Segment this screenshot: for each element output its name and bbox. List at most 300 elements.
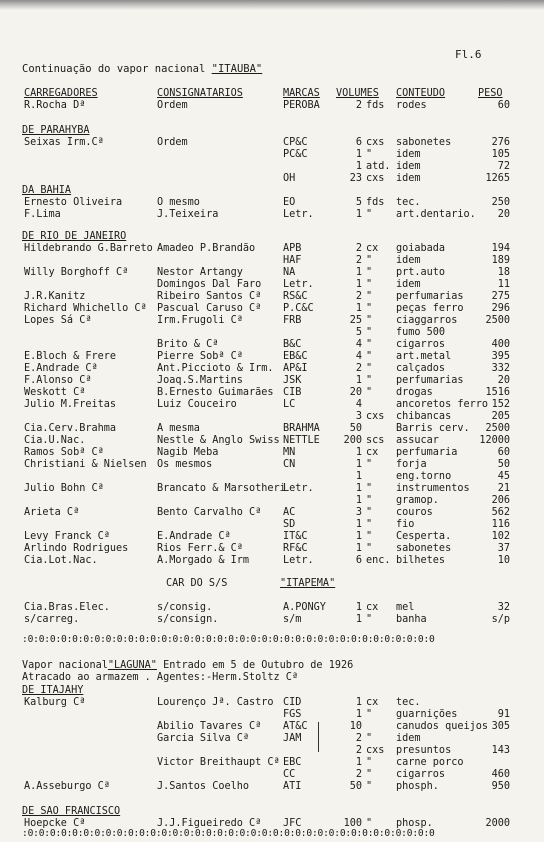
conteudo-cell: tec. [396, 197, 421, 208]
conteudo-cell: couros [396, 507, 433, 518]
conteudo-cell: guarnições [396, 709, 458, 720]
table-row [0, 197, 544, 209]
volume-qty-cell: 1 [355, 614, 362, 625]
table-row [0, 519, 544, 531]
carregador-cell: E.Bloch & Frere [24, 351, 117, 362]
peso-cell: 45 [497, 471, 510, 482]
carregador-cell: A.Asseburgo Cª [24, 781, 110, 792]
consignatario-cell: Nestor Artangy [157, 267, 243, 278]
volume-qty-cell: 2 [355, 363, 362, 374]
marca-cell: PC&C [283, 149, 308, 160]
volume-qty-cell: 1 [355, 209, 362, 220]
carregador-cell: Ramos Sobª Cª [24, 447, 104, 458]
volume-qty-cell: 2 [355, 733, 362, 744]
peso-cell: 20 [497, 209, 510, 220]
peso-cell: 296 [491, 303, 510, 314]
peso-cell: 21 [497, 483, 510, 494]
consignatario-cell: Garcia Silva Cª [157, 733, 250, 744]
section-heading: DE PARAHYBA [22, 125, 90, 136]
conteudo-cell: bilhetes [396, 555, 446, 566]
section-heading: DE ITAJAHY [22, 685, 84, 696]
marca-cell: SD [283, 519, 296, 530]
carregador-cell: Ernesto Oliveira [24, 197, 123, 208]
volume-unit-cell: " [366, 375, 373, 386]
consignatario-cell: Lourenço Jª. Castro [157, 697, 274, 708]
peso-cell: 206 [491, 495, 510, 506]
consignatario-cell: Victor Breithaupt Cª [157, 757, 280, 768]
conteudo-cell: presuntos [396, 745, 452, 756]
conteudo-cell: drogas [396, 387, 433, 398]
peso-cell: 460 [491, 769, 510, 780]
peso-cell: 102 [491, 531, 510, 542]
page-title [22, 63, 262, 75]
marca-cell: NETTLE [283, 435, 320, 446]
volume-qty-cell: 1 [355, 161, 362, 172]
separator-line: :0:0:0:0:0:0:0:0:0:0:0:0:0:0:0:0:0:0:0:0:0:0:0:0:0:0:0:0:0:0:0:0:0:0:0:0:0 [22, 634, 435, 645]
volume-unit-cell: " [366, 495, 373, 506]
volume-qty-cell: 23 [349, 173, 362, 184]
marca-cell: A.PONGY [283, 602, 326, 613]
conteudo-cell: instrumentos [396, 483, 470, 494]
table-row [0, 209, 544, 221]
volume-unit-cell: cxs [366, 411, 385, 422]
consignatario-cell: Nagib Meba [157, 447, 219, 458]
table-row [0, 161, 544, 173]
page-number: Fl.6 [455, 48, 482, 61]
conteudo-cell: gramop. [396, 495, 439, 506]
conteudo-cell: banha [396, 614, 427, 625]
table-row [0, 375, 544, 387]
marca-cell: MN [283, 447, 296, 458]
volume-qty-cell: 5 [355, 197, 362, 208]
volume-qty-cell: 1 [355, 602, 362, 613]
marca-cell: Letr. [283, 209, 314, 220]
volume-qty-cell: 1 [355, 279, 362, 290]
volume-unit-cell: cx [366, 447, 379, 458]
conteudo-cell: sabonetes [396, 137, 452, 148]
marca-cell: Letr. [283, 279, 314, 290]
peso-cell: 11 [497, 279, 510, 290]
volume-qty-cell: 1 [355, 709, 362, 720]
volume-unit-cell: " [366, 351, 373, 362]
volume-unit-cell: " [366, 483, 373, 494]
volume-unit-cell: " [366, 149, 373, 160]
peso-cell: 250 [491, 197, 510, 208]
consignatario-cell: Pascual Caruso Cª [157, 303, 262, 314]
conteudo-cell: cigarros [396, 769, 446, 780]
table-row [0, 781, 544, 793]
table-row [0, 459, 544, 471]
volume-qty-cell: 25 [349, 315, 362, 326]
volume-unit-cell: " [366, 363, 373, 374]
consignatario-cell: J.J.Figueiredo Cª [157, 818, 262, 829]
section-heading: DA BAHIA [22, 185, 72, 196]
vapor-ship: "LAGUNA" [107, 660, 157, 671]
table-row [0, 614, 544, 626]
conteudo-cell: canudos queijos [396, 721, 489, 732]
marca-cell: RF&C [283, 543, 308, 554]
volume-unit-cell: " [366, 781, 373, 792]
title-prefix: Continuação do vapor nacional [22, 63, 212, 75]
conteudo-cell: Cesperta. [396, 531, 452, 542]
table-row [0, 387, 544, 399]
conteudo-cell: phosp. [396, 818, 433, 829]
conteudo-cell: calçados [396, 363, 446, 374]
table-row [0, 483, 544, 495]
table-row [0, 507, 544, 519]
peso-cell: 400 [491, 339, 510, 350]
peso-cell: 562 [491, 507, 510, 518]
marca-cell: IT&C [283, 531, 308, 542]
peso-cell: 20 [497, 375, 510, 386]
volume-unit-cell: " [366, 327, 373, 338]
vapor-line-2: Atracado ao armazem . Agentes:-Herm.Stoltz Cª [22, 672, 299, 683]
marca-cell: EB&C [283, 351, 308, 362]
table-row [0, 602, 544, 614]
conteudo-cell: fumo 500 [396, 327, 446, 338]
table-row [0, 339, 544, 351]
consignatario-cell: Nestle & Anglo Swiss [157, 435, 280, 446]
volume-qty-cell: 1 [355, 459, 362, 470]
carregador-cell: J.R.Kanitz [24, 291, 86, 302]
carregador-cell: Cia.Bras.Elec. [24, 602, 110, 613]
volume-unit-cell: " [366, 614, 373, 625]
volume-qty-cell: 1 [355, 531, 362, 542]
consignatario-cell: s/consign. [157, 614, 219, 625]
table-row [0, 411, 544, 423]
marca-cell: LC [283, 399, 296, 410]
volume-qty-cell: 2 [355, 291, 362, 302]
table-row [0, 697, 544, 709]
volume-unit-cell: " [366, 267, 373, 278]
volume-qty-cell: 20 [349, 387, 362, 398]
carregador-cell: R.Rocha Dª [24, 100, 86, 111]
conteudo-cell: perfumarias [396, 375, 464, 386]
conteudo-cell: peças ferro [396, 303, 464, 314]
header-marcas: MARCAS [283, 88, 320, 99]
peso-cell: 395 [491, 351, 510, 362]
marca-cell: AP&I [283, 363, 308, 374]
conteudo-cell: eng.torno [396, 471, 452, 482]
peso-cell: 91 [497, 709, 510, 720]
carregador-cell: Julio M.Freitas [24, 399, 117, 410]
peso-cell: 194 [491, 243, 510, 254]
separator-line-bottom: :0:0:0:0:0:0:0:0:0:0:0:0:0:0:0:0:0:0:0:0:0:0:0:0:0:0:0:0:0:0:0:0:0:0:0:0:0 [22, 828, 435, 839]
volume-qty-cell: 1 [355, 471, 362, 482]
carregador-cell: F.Alonso Cª [24, 375, 92, 386]
volume-qty-cell: 2 [355, 255, 362, 266]
consignatario-cell: Luiz Couceiro [157, 399, 237, 410]
table-row [0, 149, 544, 161]
conteudo-cell: art.dentario. [396, 209, 476, 220]
volume-qty-cell: 1 [355, 447, 362, 458]
car-prefix: CAR DO S/S [166, 578, 228, 589]
volume-unit-cell: cxs [366, 745, 385, 756]
consignatario-cell: A mesma [157, 423, 200, 434]
table-row [0, 721, 544, 733]
consignatario-cell: Domingos Dal Faro [157, 279, 262, 290]
peso-cell: 72 [497, 161, 510, 172]
marca-cell: BRAHMA [283, 423, 320, 434]
volume-qty-cell: 4 [355, 351, 362, 362]
table-row [0, 100, 544, 112]
marca-cell: OH [283, 173, 296, 184]
peso-cell: s/p [491, 614, 510, 625]
consignatario-cell: J.Santos Coelho [157, 781, 250, 792]
carregador-cell: Seixas Irm.Cª [24, 137, 104, 148]
conteudo-cell: art.metal [396, 351, 452, 362]
peso-cell: 116 [491, 519, 510, 530]
volume-qty-cell: 10 [349, 721, 362, 732]
volume-unit-cell: " [366, 733, 373, 744]
header-peso: PESO [478, 88, 503, 99]
table-row [0, 315, 544, 327]
table-row [0, 435, 544, 447]
peso-cell: 50 [497, 459, 510, 470]
carregador-cell: Julio Bohn Cª [24, 483, 104, 494]
marca-cell: s/m [283, 614, 302, 625]
table-row [0, 495, 544, 507]
volume-unit-cell: " [366, 757, 373, 768]
peso-cell: 305 [491, 721, 510, 732]
table-row [0, 327, 544, 339]
carregador-cell: Richard Whichello Cª [24, 303, 147, 314]
volume-unit-cell: scs [366, 435, 385, 446]
volume-qty-cell: 1 [355, 543, 362, 554]
volume-unit-cell: cxs [366, 173, 385, 184]
conteudo-cell: chibancas [396, 411, 452, 422]
volume-unit-cell: enc. [366, 555, 391, 566]
conteudo-cell: Barris cerv. [396, 423, 470, 434]
carregador-cell: Arlindo Rodrigues [24, 543, 129, 554]
marca-cell: CN [283, 459, 296, 470]
volume-unit-cell: " [366, 519, 373, 530]
volume-unit-cell: atd. [366, 161, 391, 172]
scan-edge [0, 0, 544, 10]
volume-unit-cell: cx [366, 697, 379, 708]
peso-cell: 10 [497, 555, 510, 566]
carregador-cell: Cia.U.Nac. [24, 435, 86, 446]
peso-cell: 60 [497, 100, 510, 111]
table-row [0, 447, 544, 459]
marca-cell: B&C [283, 339, 302, 350]
volume-unit-cell: " [366, 709, 373, 720]
peso-cell: 105 [491, 149, 510, 160]
peso-cell: 143 [491, 745, 510, 756]
volume-qty-cell: 5 [355, 327, 362, 338]
volume-unit-cell: " [366, 543, 373, 554]
conteudo-cell: prt.auto [396, 267, 446, 278]
volume-qty-cell: 1 [355, 375, 362, 386]
consignatario-cell: Ant.Piccioto & Irm. [157, 363, 274, 374]
consignatario-cell: Irm.Frugoli Cª [157, 315, 243, 326]
volume-unit-cell: fds [366, 100, 385, 111]
marca-cell: FRB [283, 315, 302, 326]
table-row [0, 351, 544, 363]
carregador-cell: Arieta Cª [24, 507, 80, 518]
volume-qty-cell: 50 [349, 423, 362, 434]
volume-unit-cell: " [366, 303, 373, 314]
consignatario-cell: A.Morgado & Irm [157, 555, 250, 566]
volume-qty-cell: 2 [355, 243, 362, 254]
consignatario-cell: Ordem [157, 137, 188, 148]
peso-cell: 950 [491, 781, 510, 792]
consignatario-cell: Os mesmos [157, 459, 213, 470]
conteudo-cell: idem [396, 255, 421, 266]
table-row [0, 255, 544, 267]
consignatario-cell: E.Andrade Cª [157, 531, 231, 542]
peso-cell: 332 [491, 363, 510, 374]
header-volumes: VOLUMES [336, 88, 379, 99]
volume-unit-cell: " [366, 387, 373, 398]
peso-cell: 12000 [479, 435, 510, 446]
volume-qty-cell: 1 [355, 495, 362, 506]
marca-cell: EBC [283, 757, 302, 768]
table-row [0, 471, 544, 483]
marca-cell: APB [283, 243, 302, 254]
volume-unit-cell: " [366, 279, 373, 290]
title-ship: "ITAUBA" [211, 63, 263, 75]
volume-qty-cell: 1 [355, 757, 362, 768]
conteudo-cell: perfumarias [396, 291, 464, 302]
volume-qty-cell: 100 [343, 818, 362, 829]
peso-cell: 1516 [485, 387, 510, 398]
marca-cell: P.C&C [283, 303, 314, 314]
conteudo-cell: tec. [396, 697, 421, 708]
car-line [0, 578, 544, 590]
volume-qty-cell: 1 [355, 483, 362, 494]
table-row [0, 279, 544, 291]
table-row [0, 291, 544, 303]
table-row [0, 137, 544, 149]
carregador-cell: Weskott Cª [24, 387, 86, 398]
volume-unit-cell: " [366, 507, 373, 518]
marca-cell: CIB [283, 387, 302, 398]
carregador-cell: Hoepcke Cª [24, 818, 86, 829]
volume-unit-cell: " [366, 818, 373, 829]
table-row [0, 243, 544, 255]
volume-qty-cell: 3 [355, 411, 362, 422]
carregador-cell: F.Lima [24, 209, 61, 220]
volume-qty-cell: 3 [355, 507, 362, 518]
column-header-row [0, 88, 544, 100]
carregador-cell: Kalburg Cª [24, 697, 86, 708]
table-row [0, 733, 544, 745]
consignatario-cell: J.Teixeira [157, 209, 219, 220]
marca-cell: ATI [283, 781, 302, 792]
carregador-cell: Cia.Lot.Nac. [24, 555, 98, 566]
conteudo-cell: phosph. [396, 781, 439, 792]
peso-cell: 18 [497, 267, 510, 278]
volume-qty-cell: 2 [355, 100, 362, 111]
table-row [0, 745, 544, 757]
volume-unit-cell: cx [366, 243, 379, 254]
table-row [0, 555, 544, 567]
marca-cell: JSK [283, 375, 302, 386]
conteudo-cell: idem [396, 173, 421, 184]
carregador-cell: Christiani & Nielsen [24, 459, 147, 470]
carregador-cell: Willy Borghoff Cª [24, 267, 129, 278]
consignatario-cell: Amadeo P.Brandão [157, 243, 256, 254]
volume-unit-cell: " [366, 315, 373, 326]
table-row [0, 423, 544, 435]
marca-cell: FGS [283, 709, 302, 720]
carregador-cell: Cia.Cerv.Brahma [24, 423, 117, 434]
peso-cell: 2500 [485, 315, 510, 326]
vapor-prefix: Vapor nacional [22, 660, 108, 671]
consignatario-cell: Rios Ferr.& Cª [157, 543, 243, 554]
volume-qty-cell: 6 [355, 555, 362, 566]
marca-cell: RS&C [283, 291, 308, 302]
carregador-cell: Lopes Sá Cª [24, 315, 92, 326]
conteudo-cell: mel [396, 602, 415, 613]
conteudo-cell: ciaggarros [396, 315, 458, 326]
conteudo-cell: forja [396, 459, 427, 470]
consignatario-cell: Bento Carvalho Cª [157, 507, 262, 518]
conteudo-cell: carne porco [396, 757, 464, 768]
consignatario-cell: B.Ernesto Guimarães [157, 387, 274, 398]
peso-cell: 2000 [485, 818, 510, 829]
volume-unit-cell: " [366, 531, 373, 542]
bracket-mark [318, 722, 319, 752]
conteudo-cell: idem [396, 733, 421, 744]
volume-unit-cell: " [366, 255, 373, 266]
peso-cell: 37 [497, 543, 510, 554]
volume-unit-cell: " [366, 209, 373, 220]
car-ship: "ITAPEMA" [280, 578, 336, 589]
peso-cell: 189 [491, 255, 510, 266]
volume-unit-cell: " [366, 291, 373, 302]
marca-cell: JAM [283, 733, 302, 744]
peso-cell: 32 [497, 602, 510, 613]
volume-qty-cell: 1 [355, 697, 362, 708]
volume-qty-cell: 1 [355, 267, 362, 278]
peso-cell: 2500 [485, 423, 510, 434]
marca-cell: Letr. [283, 483, 314, 494]
volume-qty-cell: 2 [355, 745, 362, 756]
marca-cell: Letr. [283, 555, 314, 566]
conteudo-cell: idem [396, 149, 421, 160]
conteudo-cell: idem [396, 279, 421, 290]
conteudo-cell: fio [396, 519, 415, 530]
volume-qty-cell: 200 [343, 435, 362, 446]
table-row [0, 709, 544, 721]
marca-cell: PEROBA [283, 100, 320, 111]
section-heading: DE SAO FRANCISCO [22, 806, 121, 817]
conteudo-cell: sabonetes [396, 543, 452, 554]
table-row [0, 543, 544, 555]
vapor-rest: Entrado em 5 de Outubro de 1926 [156, 660, 354, 671]
peso-cell: 152 [491, 399, 510, 410]
carregador-cell: s/carreg. [24, 614, 80, 625]
conteudo-cell: cigarros [396, 339, 446, 350]
table-row [0, 363, 544, 375]
peso-cell: 275 [491, 291, 510, 302]
header-conteudo: CONTEUDO [396, 88, 446, 99]
volume-qty-cell: 1 [355, 149, 362, 160]
table-row [0, 303, 544, 315]
marca-cell: AT&C [283, 721, 308, 732]
volume-qty-cell: 2 [355, 769, 362, 780]
marca-cell: CC [283, 769, 296, 780]
peso-cell: 60 [497, 447, 510, 458]
header-carregadores: CARREGADORES [24, 88, 98, 99]
marca-cell: NA [283, 267, 296, 278]
consignatario-cell: Abilio Tavares Cª [157, 721, 262, 732]
conteudo-cell: assucar [396, 435, 439, 446]
volume-unit-cell: fds [366, 197, 385, 208]
volume-qty-cell: 50 [349, 781, 362, 792]
